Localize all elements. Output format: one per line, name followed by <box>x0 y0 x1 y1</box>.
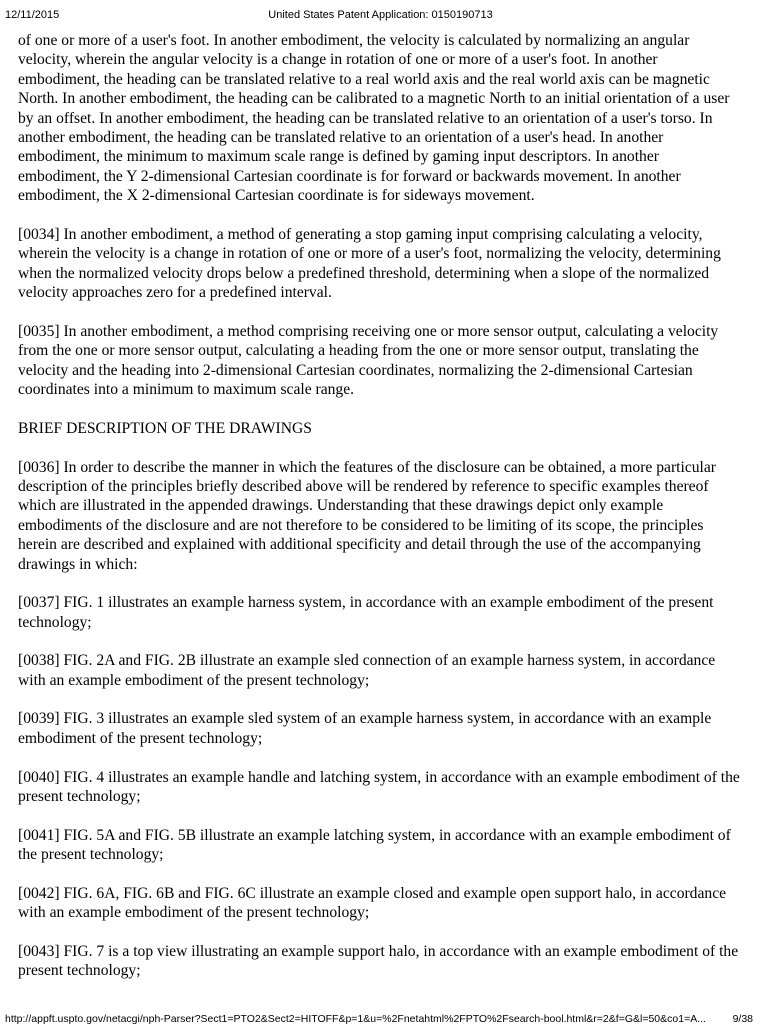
paragraph-0034: [0034] In another embodiment, a method of generating a stop gaming input comprising calculating a velocity, wherein the velocity is a change in rotation of one or more of a user's foot, normalizing the velocity, determining when the normalized velocity drops below a predefined threshold, determining when a slope of the normalized velocity approaches zero for a predefined interval. <box>18 225 721 302</box>
page-footer <box>5 1012 753 1026</box>
page-header <box>5 8 756 22</box>
paragraph-0039: [0039] FIG. 3 illustrates an example sled system of an example harness system, in accordance with an example embodiment of the present technology; <box>18 710 712 747</box>
paragraph-0040: [0040] FIG. 4 illustrates an example handle and latching system, in accordance with an example embodiment of the present technology; <box>18 768 740 805</box>
print-date: 12/11/2015 <box>5 9 60 21</box>
paragraph-0042: [0042] FIG. 6A, FIG. 6B and FIG. 6C illustrate an example closed and example open support halo, in accordance with an example embodiment of the present technology; <box>18 884 727 922</box>
paragraph-0036: [0036] In order to describe the manner in which the features of the disclosure can be obtained, a more particular description of the principles briefly described above will be rendered by reference to specific examples thereof which are illustrated in the appended drawings. Understanding that these drawings depict only example embodiments of the disclosure and are not therefore to be considered to be limiting of its scope, the principles herein are described and explained with additional specificity and detail through the use of the accompanying drawings in which: <box>18 458 716 573</box>
section-heading: BRIEF DESCRIPTION OF THE DRAWINGS <box>18 419 312 437</box>
paragraph-0035: [0035] In another embodiment, a method comprising receiving one or more sensor output, calculating a velocity from the one or more sensor output, calculating a heading from the one or more sensor output, translating the velocity and the heading into 2-dimensional Cartesian coordinates, normalizing the 2-dimensional Cartesian coordinates into a minimum to maximum scale range. <box>18 322 719 399</box>
document-title: United States Patent Application: 0150190713 <box>268 9 493 21</box>
paragraph-0043: [0043] FIG. 7 is a top view illustrating an example support halo, in accordance with an example embodiment of the present technology; <box>18 942 739 980</box>
page-number: 9/38 <box>732 1013 753 1025</box>
paragraph-0038: [0038] FIG. 2A and FIG. 2B illustrate an example sled connection of an example harness system, in accordance with an example embodiment of the present technology; <box>18 652 716 689</box>
paragraph-0037: [0037] FIG. 1 illustrates an example harness system, in accordance with an example embodiment of the present technology; <box>18 594 714 631</box>
document-body <box>18 31 742 1000</box>
source-url: http://appft.uspto.gov/netacgi/nph-Parser?Sect1=PTO2&Sect2=HITOFF&p=1&u=%2Fnetahtml%2FPTO%2Fsearch-bool.html&r=2&f=G&l=50&co1=A... <box>5 1013 706 1025</box>
paragraph-0041: [0041] FIG. 5A and FIG. 5B illustrate an example latching system, in accordance with an example embodiment of the present technology; <box>18 826 731 864</box>
paragraph-continued: of one or more of a user's foot. In another embodiment, the velocity is calculated by normalizing an angular velocity, wherein the angular velocity is a change in rotation of one or more of a user's foot. In another embodiment, the heading can be translated relative to a real world axis and the real world axis can be magnetic North. In another embodiment, the heading can be calibrated to a magnetic North to an initial orientation of a user by an offset. In another embodiment, the heading can be translated relative to an orientation of a user's torso. In another embodiment, the heading can be translated relative to an orientation of a user's head. In another embodiment, the minimum to maximum scale range is defined by gaming input descriptors. In another embodiment, the Y 2-dimensional Cartesian coordinate is for forward or backwards movement. In another embodiment, the X 2-dimensional Cartesian coordinate is for sideways movement. <box>18 32 730 205</box>
